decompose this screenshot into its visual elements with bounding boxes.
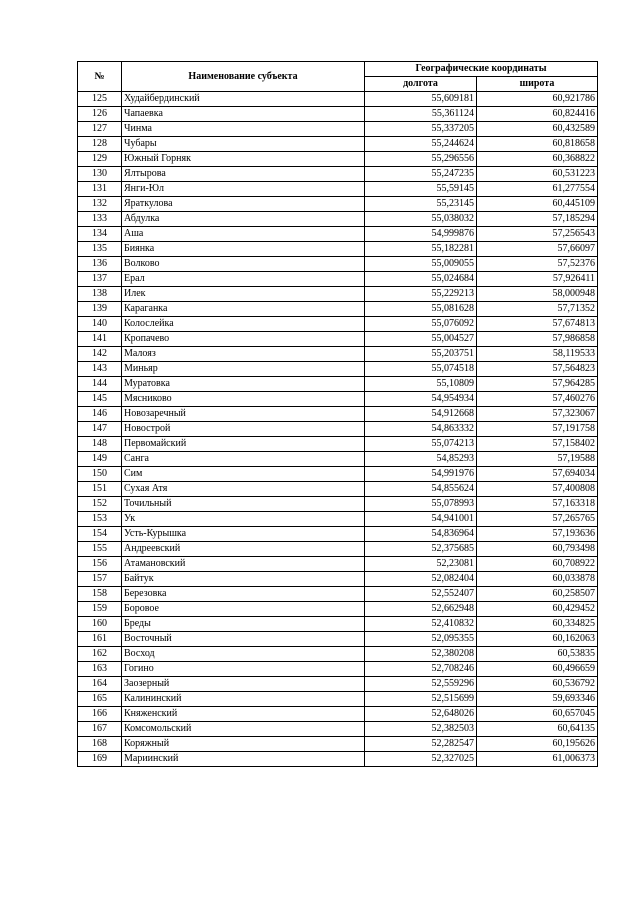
table-row [78, 512, 598, 527]
row-number-cell: 131 [78, 182, 122, 197]
row-number-cell: 160 [78, 617, 122, 632]
longitude-cell: 55,203751 [365, 347, 477, 362]
row-number-cell: 128 [78, 137, 122, 152]
latitude-cell: 57,986858 [477, 332, 598, 347]
table-row [78, 302, 598, 317]
table-row [78, 737, 598, 752]
subject-name-cell: Боровое [122, 602, 365, 617]
subject-name-cell: Южный Горняк [122, 152, 365, 167]
latitude-cell: 58,119533 [477, 347, 598, 362]
subject-name-cell: Ерал [122, 272, 365, 287]
latitude-cell: 57,964285 [477, 377, 598, 392]
latitude-cell: 60,033878 [477, 572, 598, 587]
table-row [78, 572, 598, 587]
subject-name-cell: Колослейка [122, 317, 365, 332]
longitude-cell: 55,609181 [365, 92, 477, 107]
latitude-cell: 57,163318 [477, 497, 598, 512]
longitude-cell: 52,327025 [365, 752, 477, 767]
subject-name-cell: Муратовка [122, 377, 365, 392]
subject-name-cell: Чапаевка [122, 107, 365, 122]
subject-name-cell: Первомайский [122, 437, 365, 452]
table-row [78, 542, 598, 557]
table-row [78, 122, 598, 137]
row-number-cell: 143 [78, 362, 122, 377]
latitude-cell: 60,657045 [477, 707, 598, 722]
subject-name-cell: Аша [122, 227, 365, 242]
row-number-cell: 156 [78, 557, 122, 572]
latitude-cell: 58,000948 [477, 287, 598, 302]
longitude-cell: 55,182281 [365, 242, 477, 257]
row-number-cell: 134 [78, 227, 122, 242]
latitude-cell: 60,818658 [477, 137, 598, 152]
longitude-cell: 52,23081 [365, 557, 477, 572]
row-number-cell: 144 [78, 377, 122, 392]
row-number-cell: 148 [78, 437, 122, 452]
table-row [78, 182, 598, 197]
latitude-cell: 59,693346 [477, 692, 598, 707]
latitude-cell: 60,64135 [477, 722, 598, 737]
table-row [78, 332, 598, 347]
longitude-cell: 52,082404 [365, 572, 477, 587]
subject-name-cell: Янги-Юл [122, 182, 365, 197]
longitude-cell: 52,375685 [365, 542, 477, 557]
table-row [78, 692, 598, 707]
longitude-cell: 52,708246 [365, 662, 477, 677]
latitude-cell: 57,674813 [477, 317, 598, 332]
row-number-cell: 163 [78, 662, 122, 677]
coordinates-table [77, 61, 598, 767]
subject-name-cell: Новозаречный [122, 407, 365, 422]
table-row [78, 287, 598, 302]
table-row [78, 437, 598, 452]
row-number-cell: 165 [78, 692, 122, 707]
table-row [78, 587, 598, 602]
table-row [78, 317, 598, 332]
subject-name-cell: Мясниково [122, 392, 365, 407]
subject-name-cell: Новострой [122, 422, 365, 437]
longitude-cell: 52,559296 [365, 677, 477, 692]
latitude-cell: 60,368822 [477, 152, 598, 167]
longitude-cell: 54,836964 [365, 527, 477, 542]
longitude-cell: 55,229213 [365, 287, 477, 302]
subject-name-cell: Заозерный [122, 677, 365, 692]
subject-name-cell: Малояз [122, 347, 365, 362]
longitude-cell: 52,662948 [365, 602, 477, 617]
latitude-cell: 60,334825 [477, 617, 598, 632]
longitude-cell: 54,941001 [365, 512, 477, 527]
column-header-name: Наименование субъекта [122, 62, 365, 92]
column-header-longitude: долгота [365, 77, 477, 92]
table-row [78, 167, 598, 182]
latitude-cell: 61,006373 [477, 752, 598, 767]
table-row [78, 407, 598, 422]
row-number-cell: 140 [78, 317, 122, 332]
latitude-cell: 57,19588 [477, 452, 598, 467]
latitude-cell: 60,258507 [477, 587, 598, 602]
row-number-cell: 149 [78, 452, 122, 467]
table-row [78, 137, 598, 152]
table-row [78, 602, 598, 617]
subject-name-cell: Восточный [122, 632, 365, 647]
row-number-cell: 168 [78, 737, 122, 752]
row-number-cell: 142 [78, 347, 122, 362]
longitude-cell: 52,410832 [365, 617, 477, 632]
row-number-cell: 133 [78, 212, 122, 227]
row-number-cell: 139 [78, 302, 122, 317]
row-number-cell: 129 [78, 152, 122, 167]
table-row [78, 632, 598, 647]
row-number-cell: 135 [78, 242, 122, 257]
column-header-latitude: широта [477, 77, 598, 92]
subject-name-cell: Худайбердинский [122, 92, 365, 107]
row-number-cell: 158 [78, 587, 122, 602]
subject-name-cell: Андреевский [122, 542, 365, 557]
latitude-cell: 60,445109 [477, 197, 598, 212]
longitude-cell: 54,912668 [365, 407, 477, 422]
row-number-cell: 132 [78, 197, 122, 212]
table-row [78, 752, 598, 767]
table-row [78, 347, 598, 362]
table-row [78, 422, 598, 437]
longitude-cell: 54,863332 [365, 422, 477, 437]
longitude-cell: 52,380208 [365, 647, 477, 662]
row-number-cell: 138 [78, 287, 122, 302]
table-row [78, 527, 598, 542]
row-number-cell: 141 [78, 332, 122, 347]
table-row [78, 362, 598, 377]
row-number-cell: 157 [78, 572, 122, 587]
table-row [78, 722, 598, 737]
latitude-cell: 57,400808 [477, 482, 598, 497]
table-row [78, 377, 598, 392]
row-number-cell: 126 [78, 107, 122, 122]
subject-name-cell: Мариинский [122, 752, 365, 767]
table-row [78, 92, 598, 107]
latitude-cell: 60,429452 [477, 602, 598, 617]
longitude-cell: 55,296556 [365, 152, 477, 167]
subject-name-cell: Ялтырова [122, 167, 365, 182]
row-number-cell: 145 [78, 392, 122, 407]
longitude-cell: 55,074518 [365, 362, 477, 377]
longitude-cell: 55,361124 [365, 107, 477, 122]
latitude-cell: 57,694034 [477, 467, 598, 482]
row-number-cell: 169 [78, 752, 122, 767]
row-number-cell: 151 [78, 482, 122, 497]
longitude-cell: 55,23145 [365, 197, 477, 212]
row-number-cell: 147 [78, 422, 122, 437]
latitude-cell: 60,195626 [477, 737, 598, 752]
subject-name-cell: Волково [122, 257, 365, 272]
table-row [78, 467, 598, 482]
longitude-cell: 55,10809 [365, 377, 477, 392]
latitude-cell: 60,708922 [477, 557, 598, 572]
row-number-cell: 166 [78, 707, 122, 722]
subject-name-cell: Сим [122, 467, 365, 482]
subject-name-cell: Княженский [122, 707, 365, 722]
subject-name-cell: Усть-Курышка [122, 527, 365, 542]
latitude-cell: 57,71352 [477, 302, 598, 317]
row-number-cell: 161 [78, 632, 122, 647]
subject-name-cell: Гогино [122, 662, 365, 677]
latitude-cell: 57,191758 [477, 422, 598, 437]
subject-name-cell: Комсомольский [122, 722, 365, 737]
longitude-cell: 55,59145 [365, 182, 477, 197]
table-row [78, 272, 598, 287]
latitude-cell: 60,432589 [477, 122, 598, 137]
table-row [78, 152, 598, 167]
latitude-cell: 57,66097 [477, 242, 598, 257]
latitude-cell: 57,158402 [477, 437, 598, 452]
latitude-cell: 60,824416 [477, 107, 598, 122]
subject-name-cell: Абдулка [122, 212, 365, 227]
row-number-cell: 154 [78, 527, 122, 542]
longitude-cell: 54,999876 [365, 227, 477, 242]
latitude-cell: 60,921786 [477, 92, 598, 107]
row-number-cell: 162 [78, 647, 122, 662]
subject-name-cell: Калининский [122, 692, 365, 707]
longitude-cell: 52,552407 [365, 587, 477, 602]
table-row [78, 227, 598, 242]
longitude-cell: 52,515699 [365, 692, 477, 707]
longitude-cell: 54,855624 [365, 482, 477, 497]
subject-name-cell: Биянка [122, 242, 365, 257]
subject-name-cell: Яраткулова [122, 197, 365, 212]
row-number-cell: 153 [78, 512, 122, 527]
subject-name-cell: Восход [122, 647, 365, 662]
column-header-number: № [78, 62, 122, 92]
longitude-cell: 55,247235 [365, 167, 477, 182]
table-row [78, 662, 598, 677]
latitude-cell: 60,793498 [477, 542, 598, 557]
latitude-cell: 57,564823 [477, 362, 598, 377]
table-row [78, 392, 598, 407]
table-row [78, 452, 598, 467]
table-header [78, 62, 598, 92]
table-row [78, 197, 598, 212]
subject-name-cell: Санга [122, 452, 365, 467]
latitude-cell: 61,277554 [477, 182, 598, 197]
subject-name-cell: Коряжный [122, 737, 365, 752]
latitude-cell: 60,536792 [477, 677, 598, 692]
longitude-cell: 55,038032 [365, 212, 477, 227]
table-row [78, 107, 598, 122]
longitude-cell: 55,004527 [365, 332, 477, 347]
row-number-cell: 127 [78, 122, 122, 137]
table-row [78, 557, 598, 572]
row-number-cell: 136 [78, 257, 122, 272]
subject-name-cell: Сухая Атя [122, 482, 365, 497]
longitude-cell: 55,009055 [365, 257, 477, 272]
subject-name-cell: Чинма [122, 122, 365, 137]
table-row [78, 242, 598, 257]
longitude-cell: 52,648026 [365, 707, 477, 722]
row-number-cell: 167 [78, 722, 122, 737]
subject-name-cell: Березовка [122, 587, 365, 602]
table-row [78, 677, 598, 692]
latitude-cell: 57,265765 [477, 512, 598, 527]
row-number-cell: 150 [78, 467, 122, 482]
longitude-cell: 55,337205 [365, 122, 477, 137]
longitude-cell: 54,85293 [365, 452, 477, 467]
longitude-cell: 54,991976 [365, 467, 477, 482]
latitude-cell: 57,52376 [477, 257, 598, 272]
subject-name-cell: Чубары [122, 137, 365, 152]
column-header-geo-coordinates: Географические координаты [365, 62, 598, 77]
table-row [78, 257, 598, 272]
latitude-cell: 60,53835 [477, 647, 598, 662]
table-row [78, 482, 598, 497]
longitude-cell: 55,024684 [365, 272, 477, 287]
longitude-cell: 55,078993 [365, 497, 477, 512]
row-number-cell: 164 [78, 677, 122, 692]
longitude-cell: 55,244624 [365, 137, 477, 152]
row-number-cell: 130 [78, 167, 122, 182]
latitude-cell: 60,162063 [477, 632, 598, 647]
subject-name-cell: Атамановский [122, 557, 365, 572]
latitude-cell: 57,926411 [477, 272, 598, 287]
latitude-cell: 57,460276 [477, 392, 598, 407]
table-body [78, 92, 598, 767]
table-row [78, 647, 598, 662]
subject-name-cell: Караганка [122, 302, 365, 317]
subject-name-cell: Миньяр [122, 362, 365, 377]
subject-name-cell: Байтук [122, 572, 365, 587]
latitude-cell: 60,531223 [477, 167, 598, 182]
longitude-cell: 52,095355 [365, 632, 477, 647]
subject-name-cell: Илек [122, 287, 365, 302]
row-number-cell: 155 [78, 542, 122, 557]
longitude-cell: 55,081628 [365, 302, 477, 317]
row-number-cell: 152 [78, 497, 122, 512]
longitude-cell: 55,074213 [365, 437, 477, 452]
latitude-cell: 57,323067 [477, 407, 598, 422]
latitude-cell: 57,185294 [477, 212, 598, 227]
longitude-cell: 52,382503 [365, 722, 477, 737]
longitude-cell: 52,282547 [365, 737, 477, 752]
latitude-cell: 60,496659 [477, 662, 598, 677]
table-row [78, 617, 598, 632]
subject-name-cell: Кропачево [122, 332, 365, 347]
table-row [78, 497, 598, 512]
row-number-cell: 125 [78, 92, 122, 107]
subject-name-cell: Бреды [122, 617, 365, 632]
subject-name-cell: Точильный [122, 497, 365, 512]
latitude-cell: 57,193636 [477, 527, 598, 542]
row-number-cell: 159 [78, 602, 122, 617]
longitude-cell: 55,076092 [365, 317, 477, 332]
latitude-cell: 57,256543 [477, 227, 598, 242]
table-row [78, 707, 598, 722]
row-number-cell: 137 [78, 272, 122, 287]
longitude-cell: 54,954934 [365, 392, 477, 407]
row-number-cell: 146 [78, 407, 122, 422]
table-row [78, 212, 598, 227]
subject-name-cell: Ук [122, 512, 365, 527]
